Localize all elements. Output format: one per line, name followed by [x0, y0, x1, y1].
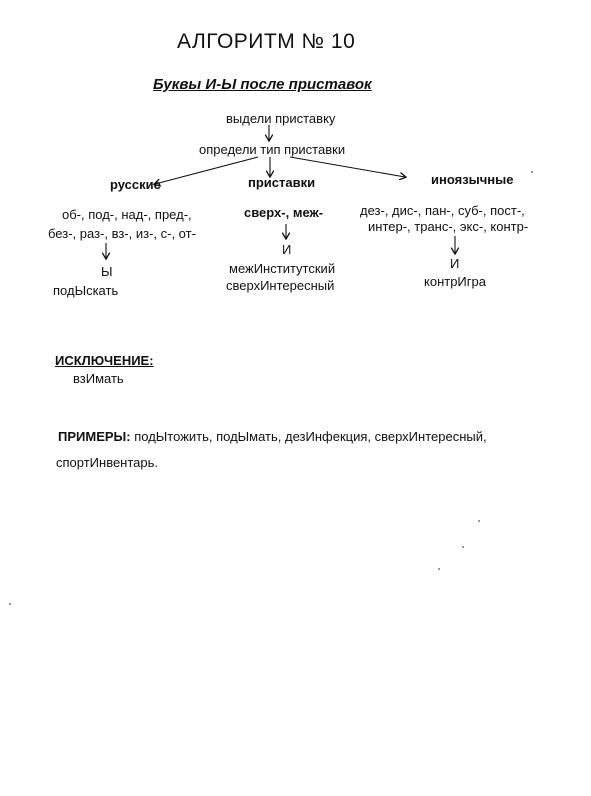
- scan-speck: [462, 546, 464, 548]
- foreign-prefixes-line2: интер-, транс-, экс-, контр-: [368, 219, 529, 234]
- scan-speck: [531, 171, 533, 173]
- special-example1: межИнститутский: [229, 261, 336, 276]
- examples-label: ПРИМЕРЫ:: [58, 429, 131, 444]
- exception-label: ИСКЛЮЧЕНИЕ:: [55, 353, 154, 368]
- scan-speck: [478, 520, 480, 522]
- russian-prefixes-line1: об-, под-, над-, пред-,: [62, 207, 192, 222]
- examples-line1: [58, 429, 487, 444]
- special-prefixes: сверх-, меж-: [244, 205, 324, 220]
- russian-example: подЫскать: [53, 283, 119, 298]
- examples-line2: спортИнвентарь.: [56, 455, 159, 470]
- scan-speck: [438, 568, 440, 570]
- special-letter: И: [282, 242, 292, 257]
- russian-prefixes-line2: без-, раз-, вз-, из-, с-, от-: [48, 226, 196, 241]
- arrow-to-russian: [155, 157, 258, 184]
- russian-letter: Ы: [101, 264, 113, 279]
- step-determine-type: определи тип приставки: [199, 142, 346, 157]
- step-select-prefix: выдели приставку: [226, 111, 336, 126]
- foreign-letter: И: [450, 256, 460, 271]
- examples-text-line1: подЫтожить, подЫмать, дезИнфекция, сверхИнтересный,: [134, 429, 487, 444]
- special-example2: сверхИнтересный: [226, 278, 335, 293]
- scan-speck: [9, 603, 11, 605]
- category-russian-label: русские: [110, 177, 161, 192]
- page-title: АЛГОРИТМ № 10: [177, 30, 356, 53]
- category-foreign-label: иноязычные: [431, 172, 514, 187]
- category-special-label: приставки: [248, 175, 316, 190]
- foreign-prefixes-line1: дез-, дис-, пан-, суб-, пост-,: [360, 203, 525, 218]
- page-subtitle: Буквы И-Ы после приставок: [153, 76, 372, 93]
- exception-word: взИмать: [73, 371, 124, 386]
- foreign-example: контрИгра: [424, 274, 486, 289]
- arrow-to-foreign: [290, 157, 405, 177]
